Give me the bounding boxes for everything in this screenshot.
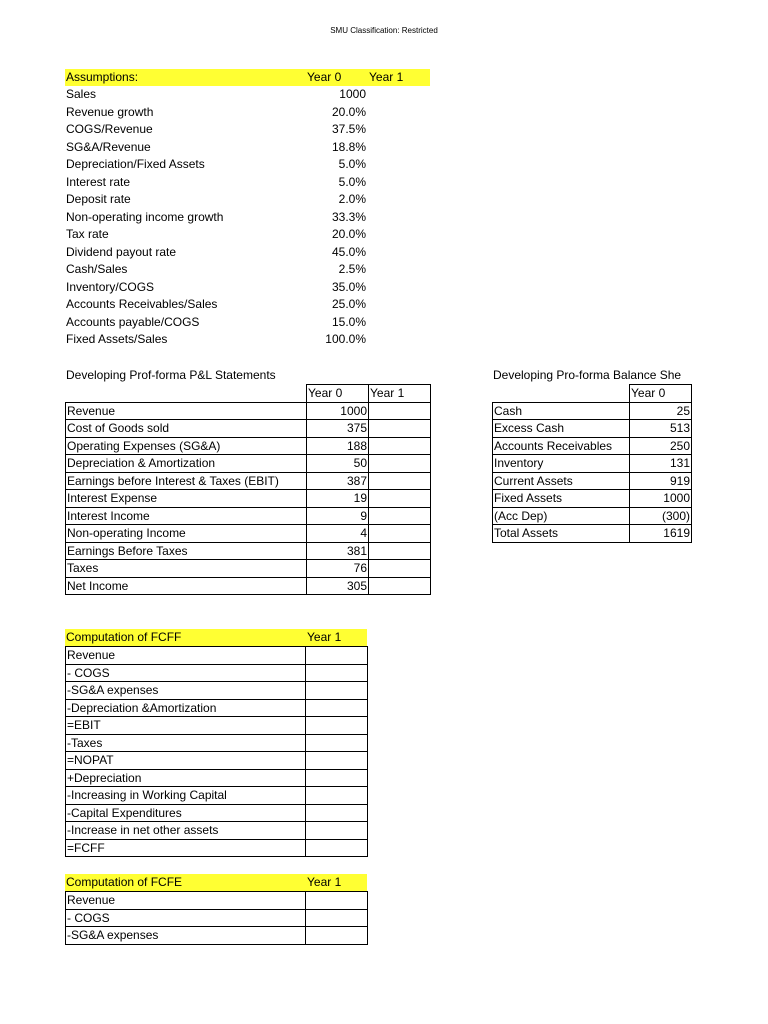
bs-value: 1000	[630, 490, 692, 508]
fcff-year1-cell[interactable]	[306, 752, 368, 770]
bs-value: 513	[630, 420, 692, 438]
fcfe-year1-cell[interactable]	[306, 927, 368, 945]
bs-row	[493, 402, 692, 420]
fcfe-label: - COGS	[66, 909, 306, 927]
pl-year1-cell[interactable]	[369, 490, 431, 508]
pl-label: Interest Expense	[66, 490, 307, 508]
bs-label: Fixed Assets	[493, 490, 630, 508]
assumption-value: 35.0%	[331, 279, 366, 294]
assumption-label: Sales	[66, 87, 97, 101]
fcff-label: =EBIT	[66, 717, 306, 735]
assumption-row	[66, 296, 366, 314]
fcff-year1-cell[interactable]	[306, 734, 368, 752]
fcff-label: -SG&A expenses	[66, 682, 306, 700]
fcff-label: -Capital Expenditures	[66, 804, 306, 822]
assumption-row	[66, 244, 366, 262]
assumption-value: 1000	[339, 87, 366, 101]
bs-value: 1619	[630, 525, 692, 543]
assumption-value: 45.0%	[331, 244, 366, 259]
fcfe-label: Revenue	[66, 892, 306, 910]
pl-year1-cell[interactable]	[369, 542, 431, 560]
fcfe-year1-cell[interactable]	[306, 909, 368, 927]
fcff-label: Revenue	[66, 647, 306, 665]
fcff-year1-cell[interactable]	[306, 839, 368, 857]
bs-label: Current Assets	[493, 472, 630, 490]
pl-row	[66, 420, 431, 438]
fcfe-row	[66, 927, 368, 945]
bs-label: Total Assets	[493, 525, 630, 543]
fcff-year1-cell[interactable]	[306, 664, 368, 682]
pl-row	[66, 402, 431, 420]
fcff-row	[66, 717, 368, 735]
assumption-label: Deposit rate	[66, 192, 131, 206]
pl-label: Revenue	[66, 402, 307, 420]
pl-value: 76	[307, 560, 369, 578]
pl-label: Earnings Before Taxes	[66, 542, 307, 560]
bs-title: Developing Pro-forma Balance She	[493, 368, 682, 382]
pl-label: Cost of Goods sold	[66, 420, 307, 438]
pl-value: 4	[307, 525, 369, 543]
fcfe-table	[65, 891, 368, 945]
assumption-row	[66, 174, 366, 192]
pl-year1-cell[interactable]	[369, 577, 431, 595]
pl-value: 1000	[307, 402, 369, 420]
fcff-row	[66, 682, 368, 700]
assumption-value: 100.0%	[325, 332, 366, 346]
fcff-row	[66, 647, 368, 665]
pl-title: Developing Prof-forma P&L Statements	[66, 368, 276, 382]
assumption-label: Revenue growth	[66, 104, 154, 119]
fcff-year1-cell[interactable]	[306, 822, 368, 840]
assumption-label: Dividend payout rate	[66, 244, 177, 259]
bs-value: (300)	[630, 507, 692, 525]
fcff-title: Computation of FCFF	[66, 630, 182, 644]
fcfe-year1-cell[interactable]	[306, 892, 368, 910]
pl-row	[66, 490, 431, 508]
fcff-year1-cell[interactable]	[306, 787, 368, 805]
bs-row	[493, 507, 692, 525]
fcff-label: +Depreciation	[66, 769, 306, 787]
fcff-label: -Taxes	[66, 734, 306, 752]
pl-label: Non-operating Income	[66, 525, 307, 543]
assumptions-year1-header: Year 1	[369, 70, 404, 84]
assumption-row	[66, 226, 366, 244]
bs-value: 131	[630, 455, 692, 473]
assumption-row	[66, 209, 366, 227]
pl-year0-header: Year 0	[307, 385, 369, 403]
pl-row	[66, 472, 431, 490]
assumption-label: Interest rate	[66, 174, 131, 189]
bs-row	[493, 472, 692, 490]
pl-row	[66, 437, 431, 455]
pl-value: 305	[307, 577, 369, 595]
assumption-label: Inventory/COGS	[66, 279, 155, 294]
fcff-label: -Increasing in Working Capital	[66, 787, 306, 805]
pl-value: 50	[307, 455, 369, 473]
assumptions-year0-header: Year 0	[307, 70, 342, 84]
fcff-row	[66, 787, 368, 805]
assumption-label: Depreciation/Fixed Assets	[66, 157, 205, 171]
fcff-label: -Increase in net other assets	[66, 822, 306, 840]
fcfe-title: Computation of FCFE	[66, 875, 183, 889]
pl-label: Net Income	[66, 577, 307, 595]
pl-value: 381	[307, 542, 369, 560]
bs-value: 919	[630, 472, 692, 490]
assumption-label: Accounts Receivables/Sales	[66, 297, 218, 311]
pl-row	[66, 455, 431, 473]
pl-value: 375	[307, 420, 369, 438]
assumption-row	[66, 104, 366, 122]
fcff-row	[66, 769, 368, 787]
assumption-value: 33.3%	[331, 209, 366, 224]
pl-year1-header: Year 1	[369, 385, 431, 403]
bs-row	[493, 490, 692, 508]
assumption-value: 25.0%	[331, 297, 366, 311]
bs-row	[493, 525, 692, 543]
pl-header-blank	[66, 385, 307, 403]
fcff-year1-cell[interactable]	[306, 717, 368, 735]
bs-label: (Acc Dep)	[493, 507, 630, 525]
pl-year1-cell[interactable]	[369, 455, 431, 473]
pl-year1-cell[interactable]	[369, 472, 431, 490]
assumption-value: 20.0%	[331, 227, 366, 241]
fcff-row	[66, 664, 368, 682]
bs-row	[493, 455, 692, 473]
pl-value: 9	[307, 507, 369, 525]
bs-year0-header: Year 0	[630, 385, 692, 403]
fcff-label: - COGS	[66, 664, 306, 682]
bs-label: Cash	[493, 402, 630, 420]
pl-row	[66, 542, 431, 560]
assumption-label: Tax rate	[66, 227, 109, 241]
bs-label: Inventory	[493, 455, 630, 473]
assumption-label: Non-operating income growth	[66, 209, 224, 224]
pl-year1-cell[interactable]	[369, 420, 431, 438]
fcff-row	[66, 822, 368, 840]
assumption-row	[66, 331, 366, 349]
pl-value: 188	[307, 437, 369, 455]
pl-table	[65, 384, 431, 595]
bs-value: 25	[630, 402, 692, 420]
fcfe-year1-header: Year 1	[307, 875, 342, 889]
fcff-year1-header: Year 1	[307, 630, 342, 644]
bs-label: Accounts Receivables	[493, 437, 630, 455]
bs-header-blank	[493, 385, 630, 403]
pl-row	[66, 560, 431, 578]
assumption-value: 5.0%	[338, 174, 366, 189]
assumption-label: Cash/Sales	[66, 262, 128, 276]
bs-row	[493, 437, 692, 455]
pl-year1-cell[interactable]	[369, 525, 431, 543]
fcff-label: =FCFF	[66, 839, 306, 857]
assumption-value: 15.0%	[331, 314, 366, 329]
assumption-row	[66, 121, 366, 139]
pl-row	[66, 507, 431, 525]
fcff-label: =NOPAT	[66, 752, 306, 770]
pl-label: Depreciation & Amortization	[66, 455, 307, 473]
assumption-row	[66, 261, 366, 279]
fcff-year1-cell[interactable]	[306, 682, 368, 700]
pl-year1-cell[interactable]	[369, 437, 431, 455]
pl-value: 387	[307, 472, 369, 490]
fcff-row	[66, 752, 368, 770]
fcff-row	[66, 734, 368, 752]
assumption-value: 2.5%	[338, 262, 366, 276]
assumption-value: 5.0%	[338, 157, 366, 171]
pl-value: 19	[307, 490, 369, 508]
assumption-value: 37.5%	[331, 122, 366, 136]
assumption-label: Accounts payable/COGS	[66, 314, 200, 329]
assumption-row	[66, 191, 366, 209]
pl-year1-cell[interactable]	[369, 507, 431, 525]
assumption-label: Fixed Assets/Sales	[66, 332, 168, 346]
bs-row	[493, 420, 692, 438]
fcff-year1-cell[interactable]	[306, 647, 368, 665]
pl-label: Operating Expenses (SG&A)	[66, 437, 307, 455]
fcff-label: -Depreciation &Amortization	[66, 699, 306, 717]
assumptions-title: Assumptions:	[66, 70, 139, 84]
fcff-row	[66, 839, 368, 857]
fcff-year1-cell[interactable]	[306, 804, 368, 822]
fcff-year1-cell[interactable]	[306, 769, 368, 787]
pl-year1-cell[interactable]	[369, 402, 431, 420]
fcff-table	[65, 646, 368, 857]
assumption-label: SG&A/Revenue	[66, 139, 151, 154]
assumption-row	[66, 86, 366, 104]
fcfe-row	[66, 892, 368, 910]
fcff-year1-cell[interactable]	[306, 699, 368, 717]
bs-header-row	[493, 385, 692, 403]
pl-label: Interest Income	[66, 507, 307, 525]
fcfe-label: -SG&A expenses	[66, 927, 306, 945]
pl-label: Taxes	[66, 560, 307, 578]
assumption-value: 2.0%	[338, 192, 366, 206]
fcff-row	[66, 804, 368, 822]
bs-value: 250	[630, 437, 692, 455]
assumption-row	[66, 156, 366, 174]
pl-row	[66, 577, 431, 595]
pl-row	[66, 525, 431, 543]
assumption-row	[66, 279, 366, 297]
bs-label: Excess Cash	[493, 420, 630, 438]
classification-label: SMU Classification: Restricted	[330, 26, 438, 35]
assumption-value: 20.0%	[331, 104, 366, 119]
assumption-row	[66, 314, 366, 332]
assumption-row	[66, 139, 366, 157]
pl-label: Earnings before Interest & Taxes (EBIT)	[66, 472, 307, 490]
fcfe-row	[66, 909, 368, 927]
fcff-row	[66, 699, 368, 717]
pl-header-row	[66, 385, 431, 403]
assumption-label: COGS/Revenue	[66, 122, 153, 136]
bs-table	[492, 384, 692, 543]
pl-year1-cell[interactable]	[369, 560, 431, 578]
assumption-value: 18.8%	[331, 139, 366, 154]
